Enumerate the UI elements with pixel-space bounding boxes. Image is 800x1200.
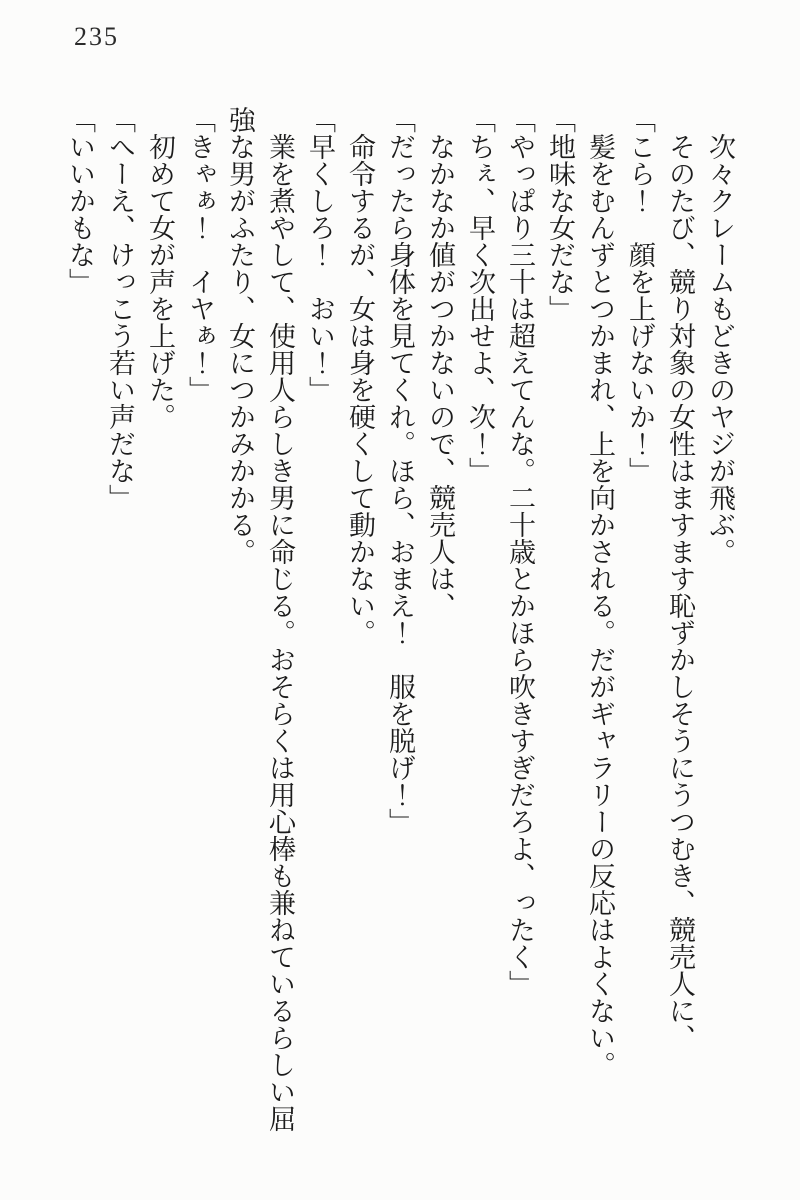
paragraph: 髪をむんずとつかまれ、上を向かされる。だがギャラリーの反応はよくない。 — [585, 133, 615, 1078]
paragraph: なかなか値がつかないので、競売人は、 — [425, 133, 455, 619]
paragraph: 「こら！ 顔を上げないか！」 — [625, 106, 655, 484]
paragraph: 「へーえ、けっこう若い声だな」 — [105, 106, 135, 511]
paragraph: 「いいかもな」 — [65, 106, 95, 295]
paragraph: 初めて女が声を上げた。 — [145, 133, 175, 430]
page-number: 235 — [74, 22, 119, 51]
paragraph: 「早くしろ！ おい！」 — [305, 106, 335, 403]
paragraph: 業を煮やして、使用人らしき男に命じる。おそらくは用心棒も兼ねているらしい屈強な男がふたり、女につかみかかる。 — [225, 106, 295, 1132]
paragraph: 「地味な女だな」 — [545, 106, 575, 322]
paragraph: 「やっぱり三十は超えてんな。二十歳とかほら吹きすぎだろよ、ったく」 — [505, 106, 535, 997]
paragraph: 命令するが、女は身を硬くして動かない。 — [345, 133, 375, 646]
paragraph: そのたび、競り対象の女性はますます恥ずかしそうにうつむき、競売人に、 — [665, 133, 695, 1051]
paragraph: 「だったら身体を見てくれ。ほら、おまえ！ 服を脱げ！」 — [385, 106, 415, 835]
paragraph: 「ちぇ、早く次出せよ、次！」 — [465, 106, 495, 484]
paragraph: 次々クレームもどきのヤジが飛ぶ。 — [705, 133, 735, 565]
paragraph: 「きゃぁ！ イヤぁ！」 — [185, 106, 215, 403]
vertical-text-block — [60, 106, 740, 1136]
